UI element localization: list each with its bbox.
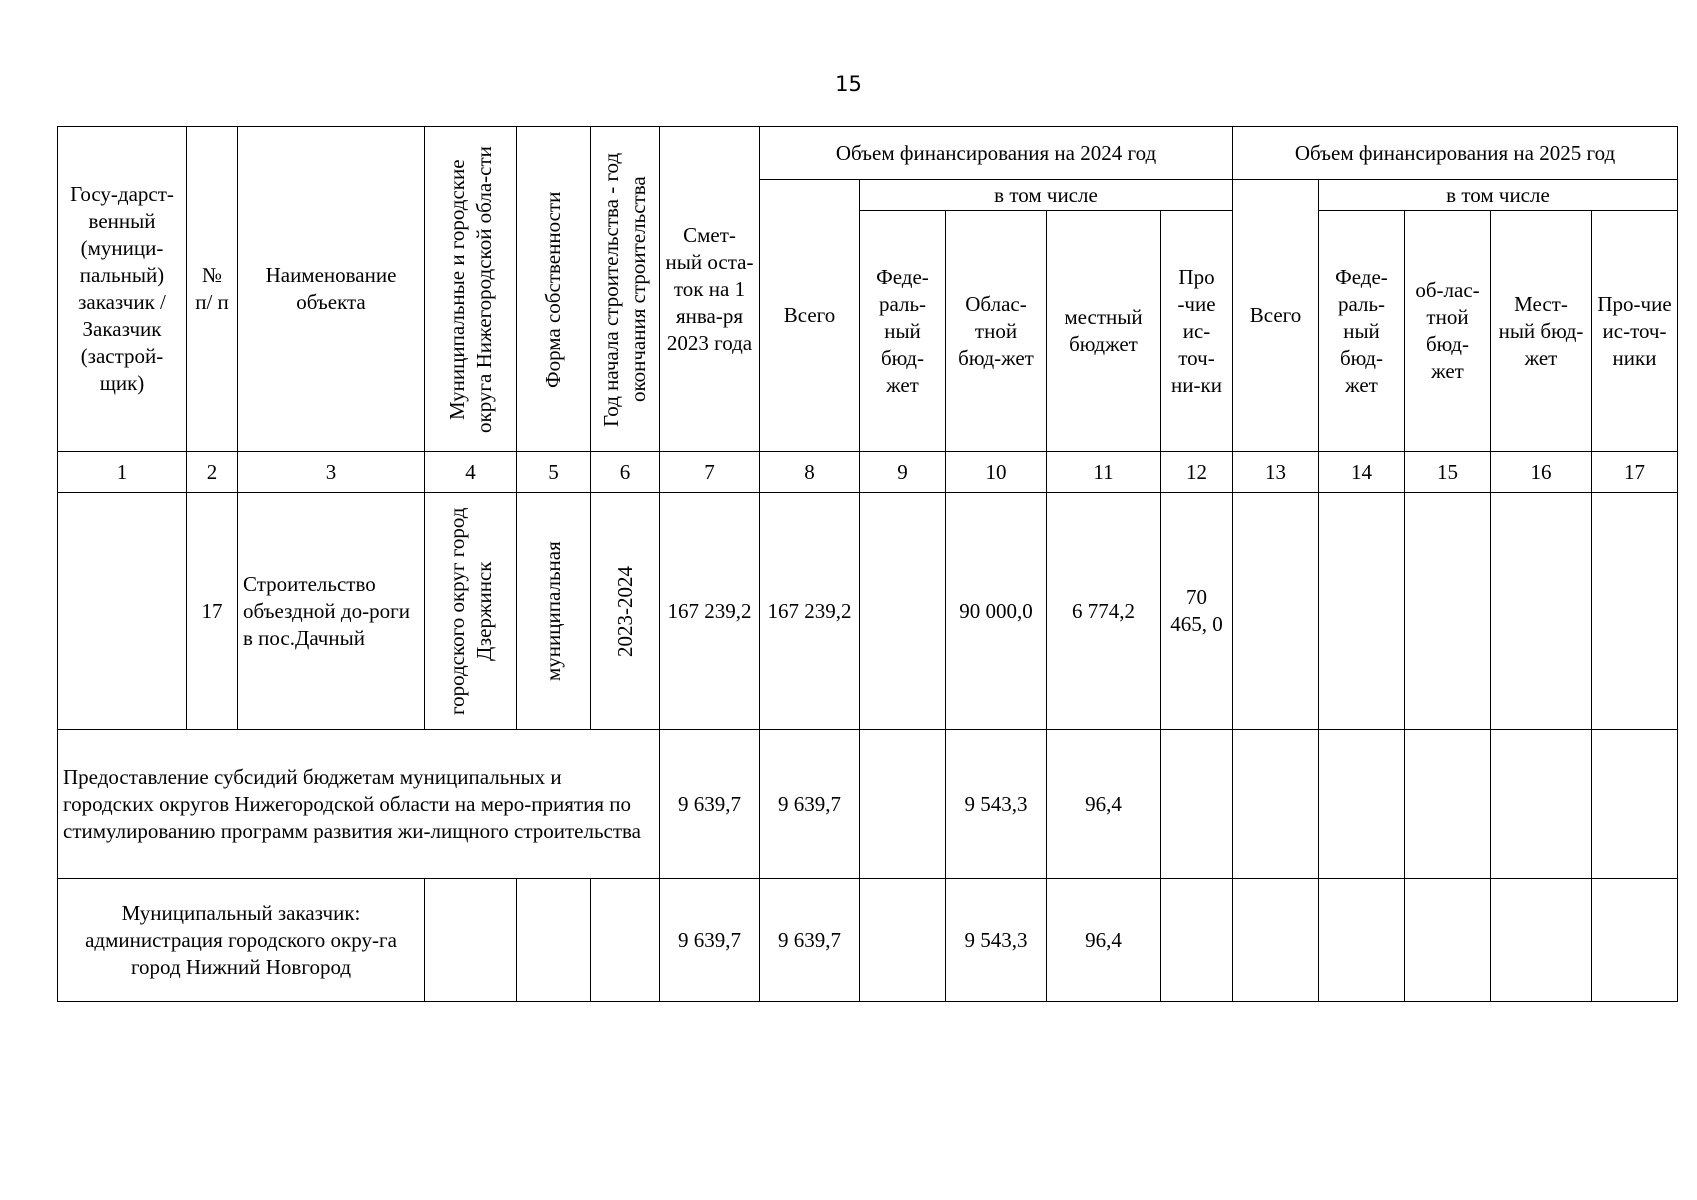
column-number: 16 (1491, 452, 1592, 493)
financing-table (57, 126, 1678, 1002)
column-number: 3 (238, 452, 425, 493)
customer-federal-2024 (860, 879, 946, 1002)
object-total-2025 (1233, 493, 1319, 730)
subsidy-row (58, 730, 1678, 879)
object-federal-2024 (860, 493, 946, 730)
object-municipality (425, 493, 517, 730)
column-number: 14 (1319, 452, 1405, 493)
customer-federal-2025 (1319, 879, 1405, 1002)
column-number: 11 (1047, 452, 1161, 493)
subsidy-total-2024: 9 639,7 (760, 730, 860, 879)
object-local-2025 (1491, 493, 1592, 730)
object-municipality-text: городского округ город Дзержинск (444, 507, 496, 715)
column-number: 2 (187, 452, 238, 493)
customer-row (58, 879, 1678, 1002)
customer-regional-2025 (1405, 879, 1491, 1002)
column-number: 12 (1161, 452, 1233, 493)
header-ownership (517, 127, 591, 452)
customer-total-2024: 9 639,7 (760, 879, 860, 1002)
header-years-text: Год начала строительства - год окончания строительства (599, 151, 650, 427)
header-local-2025: Мест-ный бюд-жет (1491, 211, 1592, 452)
object-num: 17 (187, 493, 238, 730)
header-regional-2025: об-лас-тной бюд-жет (1405, 211, 1491, 452)
object-local-2024: 6 774,2 (1047, 493, 1161, 730)
customer-local-2024: 96,4 (1047, 879, 1161, 1002)
header-regional-2024: Облас-тной бюд-жет (946, 211, 1047, 452)
header-customer: Госу-дарст-венный (муници-пальный) заказчик / Заказчик (застрой-щик) (58, 127, 187, 452)
column-number: 7 (660, 452, 760, 493)
column-number: 9 (860, 452, 946, 493)
object-ownership (517, 493, 591, 730)
subsidy-federal-2025 (1319, 730, 1405, 879)
object-total-2024: 167 239,2 (760, 493, 860, 730)
subsidy-federal-2024 (860, 730, 946, 879)
header-ownership-text: Форма собственности (541, 190, 565, 388)
header-federal-2025: Феде-раль-ный бюд-жет (1319, 211, 1405, 452)
subsidy-total-2025 (1233, 730, 1319, 879)
object-row (58, 493, 1678, 730)
column-number: 6 (591, 452, 660, 493)
column-number: 10 (946, 452, 1047, 493)
subsidy-balance: 9 639,7 (660, 730, 760, 879)
customer-years (591, 879, 660, 1002)
object-balance: 167 239,2 (660, 493, 760, 730)
subsidy-local-2024: 96,4 (1047, 730, 1161, 879)
header-total-2024: Всего (760, 180, 860, 452)
subsidy-other-2024 (1161, 730, 1233, 879)
object-customer-cell (58, 493, 187, 730)
subsidy-regional-2025 (1405, 730, 1491, 879)
customer-municipality (425, 879, 517, 1002)
customer-balance: 9 639,7 (660, 879, 760, 1002)
object-years-text: 2023-2024 (612, 565, 637, 657)
object-other-2025 (1592, 493, 1678, 730)
object-ownership-text: муниципальная (541, 541, 565, 681)
column-number: 13 (1233, 452, 1319, 493)
customer-other-2024 (1161, 879, 1233, 1002)
customer-total-2025 (1233, 879, 1319, 1002)
customer-ownership (517, 879, 591, 1002)
header-other-2024: Про -чие ис-точ-ни-ки (1161, 211, 1233, 452)
object-regional-2025 (1405, 493, 1491, 730)
header-local-2024: местный бюджет (1047, 211, 1161, 452)
header-balance: Смет-ный оста-ток на 1 янва-ря 2023 года (660, 127, 760, 452)
column-number: 17 (1592, 452, 1678, 493)
header-fin-2024: Объем финансирования на 2024 год (760, 127, 1233, 180)
header-incl-2024: в том числе (860, 180, 1233, 211)
object-name: Строительство объездной до-роги в пос.Дачный (238, 493, 425, 730)
column-number-row (58, 452, 1678, 493)
subsidy-label: Предоставление субсидий бюджетам муниципальных и городских округов Нижегородской области на меро-приятия по стимулированию программ развития жи-лищного строительства (58, 730, 660, 879)
header-fin-2025: Объем финансирования на 2025 год (1233, 127, 1678, 180)
customer-regional-2024: 9 543,3 (946, 879, 1047, 1002)
subsidy-other-2025 (1592, 730, 1678, 879)
column-number: 1 (58, 452, 187, 493)
column-number: 5 (517, 452, 591, 493)
header-municipality (425, 127, 517, 452)
column-number: 4 (425, 452, 517, 493)
subsidy-regional-2024: 9 543,3 (946, 730, 1047, 879)
customer-other-2025 (1592, 879, 1678, 1002)
header-municipality-text: Муниципальные и городские округа Нижегородской обла-сти (444, 145, 496, 433)
column-number: 8 (760, 452, 860, 493)
column-number: 15 (1405, 452, 1491, 493)
header-num: № п/ п (187, 127, 238, 452)
header-object-name: Наименование объекта (238, 127, 425, 452)
object-federal-2025 (1319, 493, 1405, 730)
object-other-2024: 70 465, 0 (1161, 493, 1233, 730)
header-total-2025: Всего (1233, 180, 1319, 452)
object-regional-2024: 90 000,0 (946, 493, 1047, 730)
object-years (591, 493, 660, 730)
header-federal-2024: Феде-раль-ный бюд-жет (860, 211, 946, 452)
page-number: 15 (835, 72, 862, 96)
header-other-2025: Про-чие ис-точ-ники (1592, 211, 1678, 452)
customer-local-2025 (1491, 879, 1592, 1002)
subsidy-local-2025 (1491, 730, 1592, 879)
header-incl-2025: в том числе (1319, 180, 1678, 211)
header-years (591, 127, 660, 452)
customer-label: Муниципальный заказчик: администрация городского окру-га город Нижний Новгород (58, 879, 425, 1002)
